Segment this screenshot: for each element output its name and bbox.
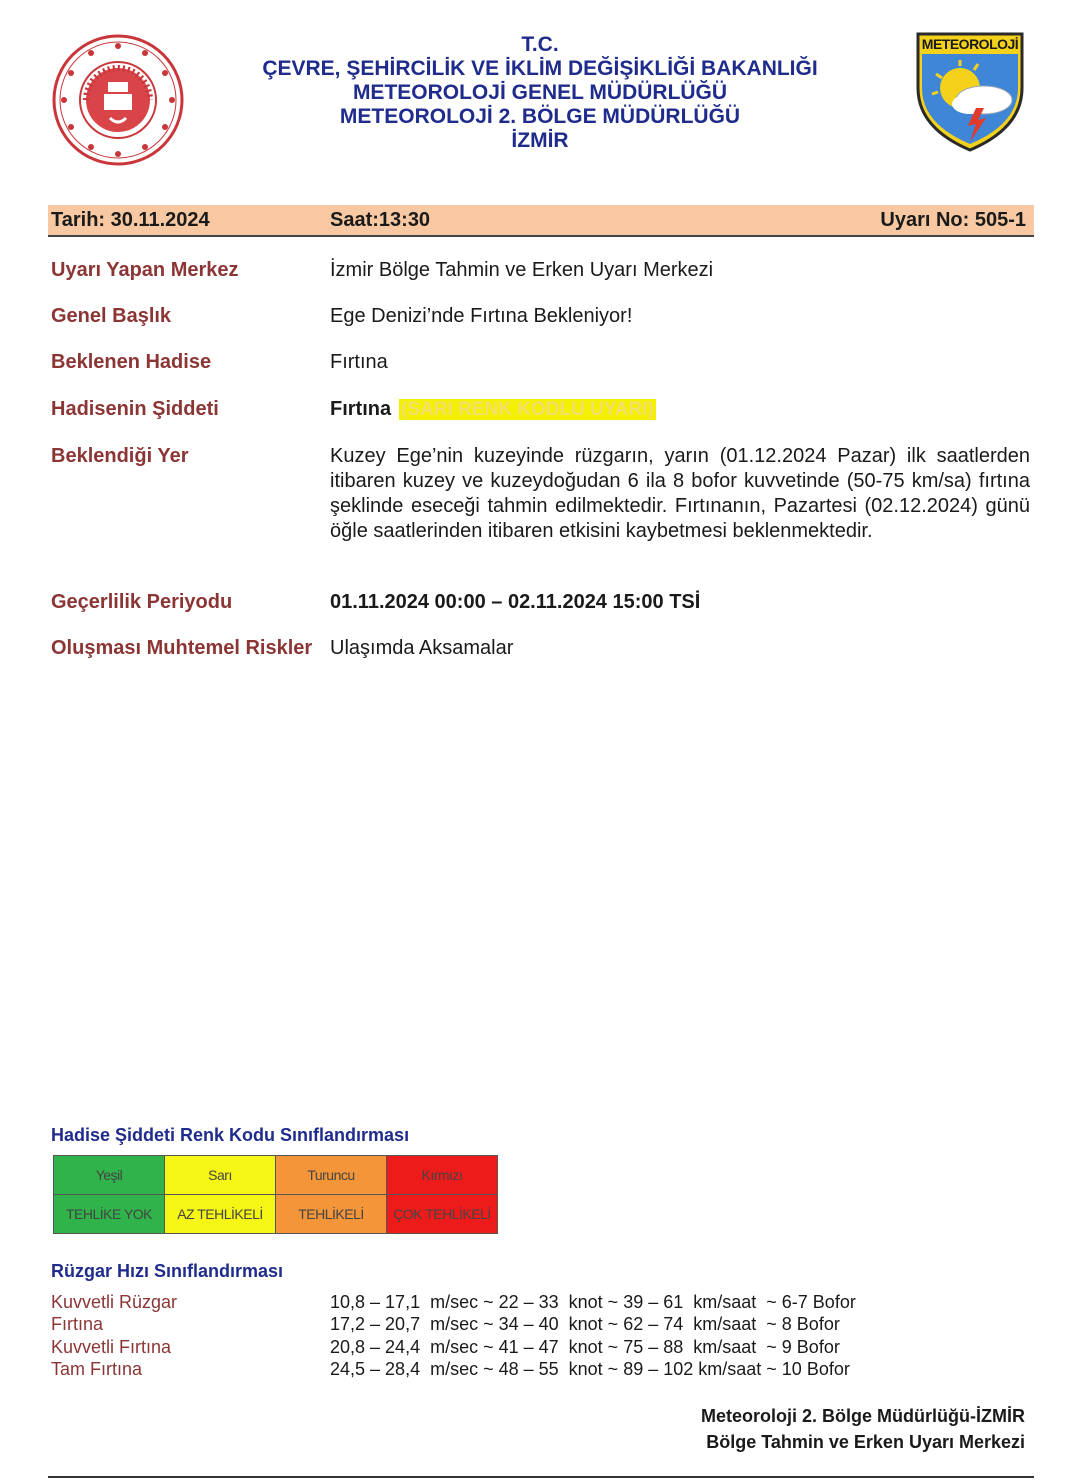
field-label-title: Genel Başlık	[51, 305, 172, 327]
level-cell-red: ÇOK TEHLİKELİ	[387, 1195, 498, 1234]
wind-row-value: 10,8 – 17,1 m/sec ~ 22 – 33 knot ~ 39 – 61 km/saat ~ 6-7 Bofor	[330, 1292, 856, 1312]
meteoroloji-shield-logo	[912, 30, 1028, 154]
field-label-event: Beklenen Hadise	[51, 351, 212, 373]
info-bar	[48, 205, 1034, 237]
color-cell-green: Yeşil	[54, 1156, 165, 1195]
yellow-warning-badge: (SARI RENK KODLU UYARI)	[401, 399, 654, 420]
wind-row-value: 24,5 – 28,4 m/sec ~ 48 – 55 knot ~ 89 – 102 km/saat ~ 10 Bofor	[330, 1359, 850, 1379]
wind-row-name: Tam Fırtına	[51, 1359, 143, 1379]
color-cell-orange: Turuncu	[276, 1156, 387, 1195]
level-cell-orange: TEHLİKELİ	[276, 1195, 387, 1234]
ministry-seal-logo	[50, 32, 186, 168]
header-tc: T.C.	[521, 33, 559, 56]
header-city: İZMİR	[511, 129, 569, 152]
time-text: Saat:13:30	[330, 209, 431, 231]
field-label-center: Uyarı Yapan Merkez	[51, 259, 239, 281]
level-cell-yellow: AZ TEHLİKELİ	[165, 1195, 276, 1234]
field-label-location: Beklendiği Yer	[51, 445, 189, 467]
wind-row-value: 20,8 – 24,4 m/sec ~ 41 – 47 knot ~ 75 – 88 km/saat ~ 9 Bofor	[330, 1337, 840, 1357]
field-label-risks: Oluşması Muhtemel Riskler	[51, 637, 313, 659]
wind-row-name: Kuvvetli Fırtına	[51, 1337, 172, 1357]
field-value-location: Kuzey Ege’nin kuzeyinde rüzgarın, yarın (01.12.2024 Pazar) ilk saatlerden itibaren kuzey ve kuzeydoğudan 6 ila 8 bofor kuvvetinde (50-75 km/sa) fırtına şeklinde eseceği tahmin edilmektedir. Fırtınanın, Pazartesi (02.12.2024) günü öğle saatlerinden itibaren etkisini kaybetmesi beklenmektedir.	[330, 445, 1030, 542]
field-value-risks: Ulaşımda Aksamalar	[330, 637, 514, 659]
danger-level-row	[54, 1195, 498, 1234]
wind-row-name: Kuvvetli Rüzgar	[51, 1292, 178, 1312]
wind-row-value: 17,2 – 20,7 m/sec ~ 34 – 40 knot ~ 62 – 74 km/saat ~ 8 Bofor	[330, 1314, 840, 1334]
field-label-validity: Geçerlilik Periyodu	[51, 591, 233, 613]
level-cell-green: TEHLİKE YOK	[54, 1195, 165, 1234]
color-code-table	[53, 1155, 498, 1234]
severity-text: Fırtına	[330, 398, 392, 420]
bottom-divider	[48, 1476, 1034, 1478]
field-value-event: Fırtına	[330, 351, 388, 373]
header-regional: METEOROLOJİ 2. BÖLGE MÜDÜRLÜĞÜ	[339, 105, 741, 128]
date-text: Tarih: 30.11.2024	[51, 209, 210, 231]
field-value-validity: 01.11.2024 00:00 – 02.11.2024 15:00 TSİ	[330, 591, 701, 613]
field-value-center: İzmir Bölge Tahmin ve Erken Uyarı Merkezi	[330, 259, 714, 281]
field-value-title: Ege Denizi’nde Fırtına Bekleniyor!	[330, 305, 633, 327]
color-name-row	[54, 1156, 498, 1195]
color-code-title: Hadise Şiddeti Renk Kodu Sınıflandırması	[51, 1125, 410, 1145]
shield-logo-text: METEOROLOJİ	[921, 36, 1019, 52]
wind-row-name: Fırtına	[51, 1314, 104, 1334]
footer-center: Bölge Tahmin ve Erken Uyarı Merkezi	[706, 1432, 1025, 1452]
wind-class-title: Rüzgar Hızı Sınıflandırması	[51, 1261, 284, 1281]
color-cell-red: Kırmızı	[387, 1156, 498, 1195]
field-label-severity: Hadisenin Şiddeti	[51, 398, 219, 420]
header-ministry: ÇEVRE, ŞEHİRCİLİK VE İKLİM DEĞİŞİKLİĞİ BAKANLIĞI	[262, 57, 818, 80]
header-directorate: METEOROLOJİ GENEL MÜDÜRLÜĞÜ	[352, 81, 728, 104]
footer-directorate: Meteoroloji 2. Bölge Müdürlüğü-İZMİR	[701, 1406, 1025, 1426]
field-value-severity	[330, 397, 1030, 422]
warning-number: Uyarı No: 505-1	[880, 209, 1026, 231]
color-cell-yellow: Sarı	[165, 1156, 276, 1195]
